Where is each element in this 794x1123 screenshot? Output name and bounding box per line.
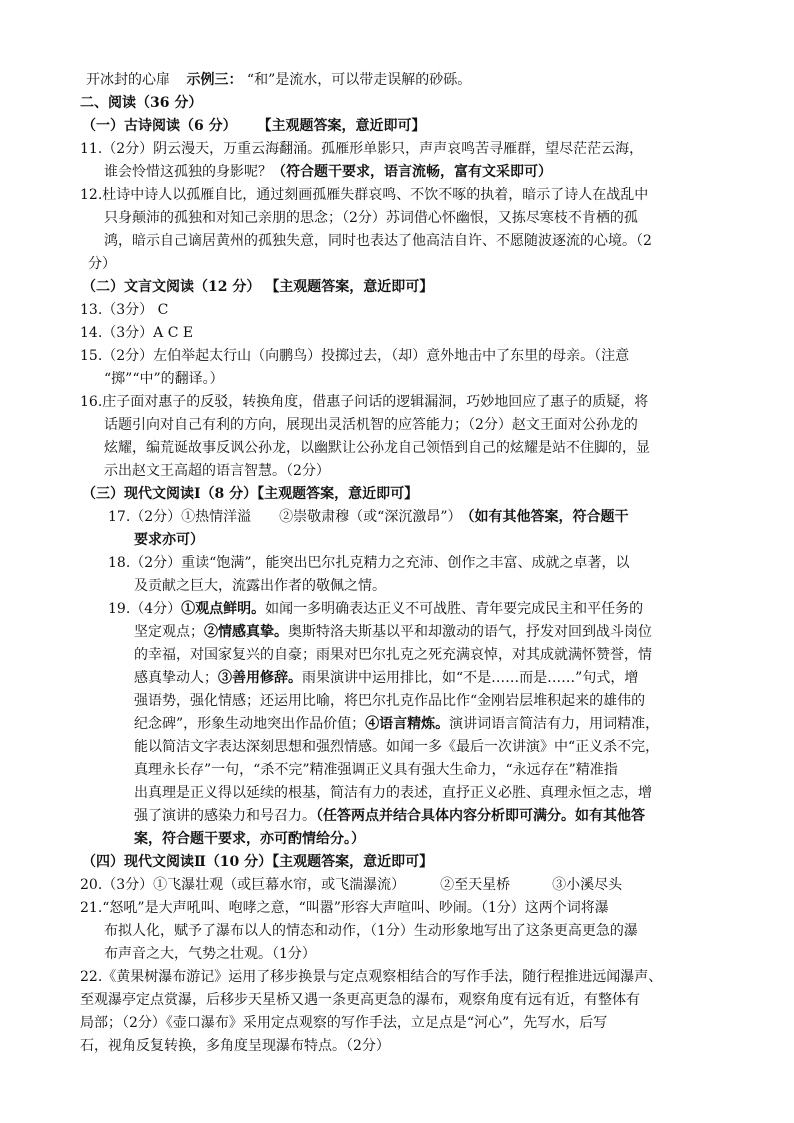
point-label: ③善用修辞。: [218, 670, 302, 686]
text: 纪念碑”，形象生动地突出作品价值；: [134, 716, 366, 732]
answer-line: 真理永长存”一句，“杀不完”精准强调正义具有强大生命力，“永远存在”精准指: [134, 762, 618, 778]
answer-line: 分）: [88, 256, 116, 272]
subsection-title: （二）文言文阅读（12 分）: [82, 279, 261, 295]
section-heading: 二、阅读（36 分）: [80, 95, 203, 111]
text: 感真挚动人；: [134, 670, 218, 686]
answer-line: [108, 506, 629, 528]
answer-line: [134, 667, 638, 689]
answer-line: 18.（2分）重读“饱满”，能突出巴尔扎克精力之充沛、创作之丰富、成就之卓著，以: [108, 555, 630, 571]
answer-line: 11.（2分）阴云漫天，万重云海翻涌。孤雁形单影只，声声哀鸣苦寻雁群，望尽茫茫云海，: [80, 141, 644, 157]
answer-line: 及贡献之巨大，流露出作者的敬佩之情。: [134, 578, 386, 594]
text: 雨果演讲中运用排比，如“不是……而是……”句式，增: [302, 670, 639, 686]
answer-line: [134, 621, 652, 643]
answer-line: 能以简洁文字表达深刻思想和强烈情感。如闻一多《最后一次讲演》中“正义杀不完，: [134, 739, 660, 755]
text: 坚定观点；: [134, 624, 204, 640]
answer-line: 只身颠沛的孤独和对知己亲朋的思念；（2分）苏词借心怀幽恨，又拣尽寒枝不肯栖的孤: [104, 210, 638, 226]
text: 奥斯特洛夫斯基以平和却激动的语气，抒发对回到战斗岗位: [288, 624, 652, 640]
answer-line: 22.《黄果树瀑布游记》运用了移步换景与定点观察相结合的写作手法，随行程推进远闻瀑声、: [80, 969, 663, 985]
grading-note: （任答两点并结合具体内容分析即可满分。如有其他答: [316, 808, 645, 824]
answer-line: 布声音之大，气势之壮观。（1分）: [104, 946, 316, 962]
point-label: ②情感真挚。: [204, 624, 288, 640]
subsection-heading: [82, 276, 433, 298]
subsection-heading: （三）现代文阅读Ⅰ（8 分）【主观题答案，意近即可】: [82, 486, 419, 502]
answer-line: 布拟人化，赋予了瀑布以人的情态和动作，（1分）生动形象地写出了这条更高更急的瀑: [104, 923, 638, 939]
answer-line: [108, 598, 643, 620]
answer-line: 出真理是正义得以延续的根基，简洁有力的表述，直抒正义必胜、真理永恒之志，增: [134, 785, 652, 801]
answer-line: 14.（3分）A C E: [80, 325, 194, 341]
answer-line: 石，视角反复转换，多角度呈现瀑布特点。（2分）: [80, 1038, 390, 1054]
text: 17.（2分）①热情洋溢 ②崇敬肃穆（或“深沉激昂”）: [108, 509, 462, 525]
subsection-heading: [82, 115, 426, 137]
text: 演讲词语言简洁有力，用词精准，: [449, 716, 660, 732]
subsection-title: （一）古诗阅读（6 分）: [82, 118, 237, 134]
answer-line: 的幸福，对国家复兴的自豪；雨果对巴尔扎克之死充满哀悼，对其成就满怀赞誉，情: [134, 647, 652, 663]
point-label: ①观点鲜明。: [181, 601, 266, 617]
subsection-heading: （四）现代文阅读Ⅱ（10 分）【主观题答案，意近即可】: [82, 854, 434, 870]
grading-note: 要求亦可）: [134, 532, 204, 548]
answer-line: 局部；（2分）《壶口瀑布》采用定点观察的写作手法，立足点是“河心”，先写水，后写: [80, 1015, 608, 1031]
answer-line: 强语势，强化情感；还运用比喻，将巴尔扎克作品比作“金刚岩层堆积起来的雄伟的: [134, 693, 646, 709]
text-line: [86, 69, 471, 91]
text: 谁会怜惜这孤独的身影呢？: [104, 164, 272, 180]
answer-line: 话题引向对自己有利的方向，展现出灵活机智的应答能力；（2分）赵文王面对公孙龙的: [104, 417, 638, 433]
example-label: 示例三：: [186, 72, 243, 88]
answer-line: 20.（3分）①飞瀑壮观（或巨幕水帘，或飞湍瀑流） ②至天星桥 ③小溪尽头: [80, 877, 623, 893]
text: 开冰封的心扉: [86, 72, 170, 88]
answer-line: [134, 713, 659, 735]
answer-line: [104, 161, 552, 183]
answer-line: 12.杜诗中诗人以孤雁自比，通过刻画孤雁失群哀鸣、不饮不啄的执着，暗示了诗人在战乱中: [80, 187, 649, 203]
text: 如闻一多明确表达正义不可战胜、青年要完成民主和平任务的: [265, 601, 644, 617]
answer-line: 16.庄子面对惠子的反驳，转换角度，借惠子问话的逻辑漏洞，巧妙地回应了惠子的质疑，将: [80, 394, 649, 410]
answer-line: 13.（3分） C: [80, 302, 169, 318]
answer-line: 至观瀑亭定点赏瀑，后移步天星桥又遇一条更高更急的瀑布，观察角度有远有近，有整体有: [80, 992, 640, 1008]
text: 19.（4分）: [108, 601, 182, 617]
subsection-note: 【主观题答案，意近即可】: [265, 279, 434, 295]
subsection-note: 【主观题答案，意近即可】: [257, 118, 426, 134]
grading-note: 案，符合题干要求，亦可酌情给分。）: [134, 831, 365, 847]
answer-line: 15.（2分）左伯举起太行山（向鹏鸟）投掷过去，（却）意外地击中了东里的母亲。（注意: [80, 348, 630, 364]
answer-line: 鸿，暗示自己谪居黄州的孤独失意，同时也表达了他高洁自许、不愿随波逐流的心境。（2: [104, 233, 652, 249]
answer-line: 示出赵文王高超的语言智慧。（2分）: [104, 463, 330, 479]
grading-note: （符合题干要求，语言流畅，富有文采即可）: [272, 164, 552, 180]
text: 强了演讲的感染力和号召力。: [134, 808, 316, 824]
answer-line: 21.“怒吼”是大声吼叫、咆哮之意，“叫嚣”形容大声喧叫、吵闹。（1分）这两个词将瀑: [80, 900, 609, 916]
point-label: ④语言精炼。: [365, 716, 450, 732]
answer-line: “掷”“中”的翻译。）: [104, 371, 224, 387]
text: “和”是流水，可以带走误解的砂砾。: [246, 72, 472, 88]
answer-line: [134, 805, 645, 827]
answer-line: 炫耀，编荒诞故事反讽公孙龙，以幽默让公孙龙自己领悟到自己的炫耀是站不住脚的，显: [104, 440, 650, 456]
grading-note: （如有其他答案，符合题干: [467, 509, 629, 525]
